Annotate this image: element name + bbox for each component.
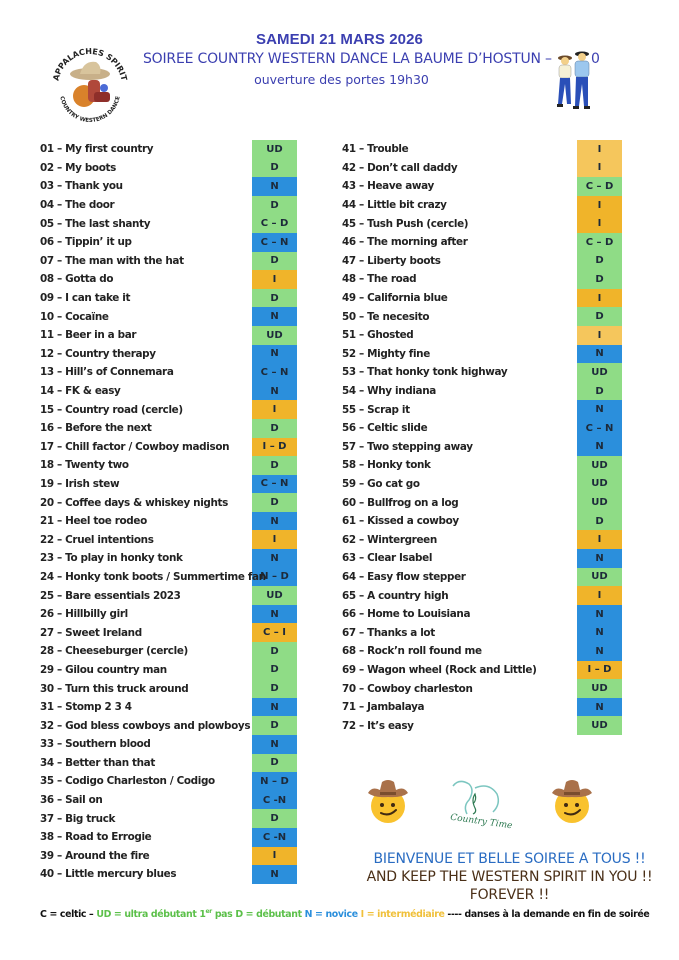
dance-name: 71 – Jambalaya [342, 701, 425, 714]
level-badge: N [252, 177, 297, 196]
legend-intermediaire: I = intermédiaire [360, 909, 445, 921]
dance-name: 14 – FK & easy [40, 385, 121, 398]
dance-name: 48 – The road [342, 273, 417, 286]
dance-name: 05 – The last shanty [40, 217, 151, 230]
dance-name: 53 – That honky tonk highway [342, 366, 508, 379]
dance-name: 09 – I can take it [40, 292, 131, 305]
dance-name: 47 – Liberty boots [342, 254, 441, 267]
dance-name: 07 – The man with the hat [40, 254, 184, 267]
legend-novice: N = novice [304, 909, 358, 921]
dance-name: 23 – To play in honky tonk [40, 552, 183, 565]
level-badge: UD [252, 140, 297, 159]
dance-row [40, 642, 297, 661]
level-badge: UD [577, 475, 622, 494]
level-badge: N – D [252, 772, 297, 791]
dance-name: 18 – Twenty two [40, 459, 129, 472]
dance-row [342, 623, 620, 642]
dance-row [40, 438, 297, 457]
dance-row [40, 345, 297, 364]
level-badge: UD [577, 493, 622, 512]
dance-name: 28 – Cheeseburger (cercle) [40, 645, 188, 658]
level-badge: D [252, 289, 297, 308]
dance-row [40, 716, 297, 735]
dance-row [40, 196, 297, 215]
level-badge: UD [577, 363, 622, 382]
level-badge: N [252, 698, 297, 717]
dance-name: 11 – Beer in a bar [40, 329, 137, 342]
level-badge: N [577, 549, 622, 568]
level-badge: N [577, 345, 622, 364]
event-title-tail: 0 [591, 51, 600, 67]
level-badge: D [577, 512, 622, 531]
dance-row [40, 586, 297, 605]
level-badge: I [252, 400, 297, 419]
dance-row [40, 363, 297, 382]
level-badge: N [252, 307, 297, 326]
dance-row [40, 270, 297, 289]
country-time-logo-text: Country Time [449, 812, 513, 832]
level-badge: UD [577, 456, 622, 475]
dance-row [342, 698, 620, 717]
dance-name: 12 – Country therapy [40, 347, 156, 360]
dance-row [342, 159, 620, 178]
level-badge: I – D [577, 661, 622, 680]
dance-name: 01 – My first country [40, 143, 154, 156]
forever-message: FOREVER !! [469, 887, 550, 903]
dance-row [40, 289, 297, 308]
level-badge: N – D [252, 568, 297, 587]
welcome-message: BIENVENUE ET BELLE SOIREE A TOUS !! [373, 851, 646, 867]
dance-name: 30 – Turn this truck around [40, 682, 189, 695]
dance-row [342, 252, 620, 271]
dance-row [40, 679, 297, 698]
level-badge: I [577, 326, 622, 345]
level-badge: I [577, 159, 622, 178]
dance-row [40, 549, 297, 568]
dance-name: 38 – Road to Errogie [40, 831, 152, 844]
level-badge: N [252, 382, 297, 401]
level-badge: D [577, 270, 622, 289]
dance-name: 27 – Sweet Ireland [40, 626, 142, 639]
legend-ud-sup: er [205, 908, 212, 915]
dance-name: 45 – Tush Push (cercle) [342, 217, 469, 230]
level-badge: I [577, 530, 622, 549]
dance-name: 58 – Honky tonk [342, 459, 431, 472]
dance-row [342, 493, 620, 512]
level-badge: I [577, 140, 622, 159]
level-badge: C – D [252, 214, 297, 233]
level-badge: N [577, 623, 622, 642]
dance-row [342, 400, 620, 419]
level-badge: N [577, 438, 622, 457]
dance-row [40, 698, 297, 717]
dance-row [342, 289, 620, 308]
level-badge: D [252, 196, 297, 215]
dance-name: 60 – Bullfrog on a log [342, 496, 459, 509]
dance-row [40, 177, 297, 196]
level-badge: D [252, 456, 297, 475]
legend-celtic: C = celtic – [40, 909, 94, 921]
dance-row [40, 140, 297, 159]
dance-row [40, 791, 297, 810]
dance-name: 57 – Two stepping away [342, 440, 473, 453]
dance-name: 35 – Codigo Charleston / Codigo [40, 775, 215, 788]
logo-bottom-text: COUNTRY WESTERN DANCE [58, 95, 122, 125]
legend-note: ---- danses à la demande en fin de soirée [447, 909, 650, 921]
dance-row [40, 400, 297, 419]
legend-ud-tail: pas [214, 909, 233, 921]
event-title [143, 51, 600, 67]
dance-row [40, 568, 297, 587]
dance-name: 02 – My boots [40, 161, 116, 174]
level-legend [40, 908, 649, 920]
cowboy-emoji-icon [546, 776, 598, 828]
dance-name: 66 – Home to Louisiana [342, 608, 471, 621]
dance-row [342, 679, 620, 698]
dance-name: 50 – Te necesito [342, 310, 430, 323]
dance-row [40, 828, 297, 847]
dance-name: 69 – Wagon wheel (Rock and Little) [342, 663, 537, 676]
dance-name: 63 – Clear Isabel [342, 552, 433, 565]
dance-name: 34 – Better than that [40, 756, 155, 769]
dance-row [40, 512, 297, 531]
dance-name: 21 – Heel toe rodeo [40, 515, 147, 528]
dance-name: 16 – Before the next [40, 422, 152, 435]
dance-name: 06 – Tippin’ it up [40, 236, 132, 249]
dance-name: 08 – Gotta do [40, 273, 114, 286]
dance-name: 43 – Heave away [342, 180, 434, 193]
level-badge: D [252, 493, 297, 512]
dance-list-right [342, 140, 620, 735]
level-badge: D [252, 716, 297, 735]
dance-name: 54 – Why indiana [342, 385, 436, 398]
dance-row [40, 252, 297, 271]
level-badge: I [577, 196, 622, 215]
dance-name: 17 – Chill factor / Cowboy madison [40, 440, 230, 453]
dance-row [342, 549, 620, 568]
dance-name: 72 – It’s easy [342, 719, 414, 732]
dance-name: 52 – Mighty fine [342, 347, 430, 360]
dance-row [342, 307, 620, 326]
dance-name: 46 – The morning after [342, 236, 468, 249]
dance-row [342, 512, 620, 531]
dance-row [342, 326, 620, 345]
dance-row [342, 196, 620, 215]
doors-open-time: ouverture des portes 19h30 [254, 72, 429, 87]
dance-name: 15 – Country road (cercle) [40, 403, 183, 416]
level-badge: N [577, 605, 622, 624]
level-badge: N [577, 642, 622, 661]
dance-name: 25 – Bare essentials 2023 [40, 589, 181, 602]
dance-row [40, 772, 297, 791]
dance-row [40, 623, 297, 642]
level-badge: N [252, 345, 297, 364]
dance-row [40, 605, 297, 624]
dance-row [342, 456, 620, 475]
level-badge: C – D [577, 233, 622, 252]
level-badge: N [577, 400, 622, 419]
level-badge: I – D [252, 438, 297, 457]
level-badge: C -N [252, 828, 297, 847]
level-badge: C -N [252, 791, 297, 810]
dance-row [342, 363, 620, 382]
level-badge: N [252, 549, 297, 568]
dance-row [342, 586, 620, 605]
dance-name: 59 – Go cat go [342, 477, 420, 490]
level-badge: N [252, 735, 297, 754]
dance-row [40, 159, 297, 178]
western-spirit-message: AND KEEP THE WESTERN SPIRIT IN YOU !! [366, 869, 653, 885]
dance-row [342, 270, 620, 289]
level-badge: D [252, 809, 297, 828]
level-badge: D [252, 754, 297, 773]
dance-row [342, 233, 620, 252]
level-badge: UD [252, 586, 297, 605]
cowboy-emoji-icon [362, 776, 414, 828]
line-dancers-icon [548, 48, 598, 112]
level-badge: D [252, 642, 297, 661]
dance-row [40, 661, 297, 680]
dance-name: 04 – The door [40, 199, 115, 212]
dance-row [40, 419, 297, 438]
dance-row [342, 642, 620, 661]
dance-row [40, 233, 297, 252]
dance-row [40, 493, 297, 512]
logo-top-text: APPALACHES SPIRIT [51, 46, 129, 82]
level-badge: D [577, 307, 622, 326]
dance-row [342, 475, 620, 494]
level-badge: N [252, 605, 297, 624]
level-badge: C – N [252, 363, 297, 382]
level-badge: C – I [252, 623, 297, 642]
dance-name: 49 – California blue [342, 292, 448, 305]
level-badge: N [252, 512, 297, 531]
level-badge: D [252, 679, 297, 698]
dance-name: 13 – Hill’s of Connemara [40, 366, 174, 379]
dance-row [40, 307, 297, 326]
dance-row [342, 661, 620, 680]
dance-row [342, 605, 620, 624]
dance-name: 24 – Honky tonk boots / Summertime fan [40, 570, 266, 583]
dance-name: 55 – Scrap it [342, 403, 410, 416]
dance-row [342, 177, 620, 196]
dance-row [40, 456, 297, 475]
level-badge: UD [577, 716, 622, 735]
dance-name: 32 – God bless cowboys and plowboys [40, 719, 251, 732]
dance-name: 31 – Stomp 2 3 4 [40, 701, 132, 714]
dance-row [40, 735, 297, 754]
level-badge: D [577, 382, 622, 401]
level-badge: C – N [252, 233, 297, 252]
dance-row [342, 438, 620, 457]
level-badge: C – D [577, 177, 622, 196]
legend-debutant: D = débutant [235, 909, 302, 921]
dance-name: 51 – Ghosted [342, 329, 414, 342]
dance-name: 22 – Cruel intentions [40, 533, 154, 546]
dance-name: 40 – Little mercury blues [40, 868, 177, 881]
dance-name: 37 – Big truck [40, 812, 116, 825]
level-badge: I [252, 847, 297, 866]
dance-name: 10 – Cocaïne [40, 310, 109, 323]
dance-list-left [40, 140, 297, 884]
dance-row [342, 382, 620, 401]
level-badge: D [252, 252, 297, 271]
dance-name: 19 – Irish stew [40, 477, 120, 490]
legend-ud-text: UD = ultra débutant 1 [96, 909, 206, 921]
dance-name: 29 – Gilou country man [40, 663, 167, 676]
dance-name: 61 – Kissed a cowboy [342, 515, 459, 528]
dance-name: 26 – Hillbilly girl [40, 608, 128, 621]
level-badge: I [252, 270, 297, 289]
level-badge: I [252, 530, 297, 549]
level-badge: I [577, 214, 622, 233]
dance-name: 67 – Thanks a lot [342, 626, 435, 639]
event-title-text: SOIREE COUNTRY WESTERN DANCE LA BAUME D’HOSTUN – [143, 51, 552, 67]
dance-name: 44 – Little bit crazy [342, 199, 447, 212]
level-badge: C – N [252, 475, 297, 494]
dance-name: 70 – Cowboy charleston [342, 682, 473, 695]
dance-row [40, 326, 297, 345]
dance-name: 68 – Rock’n roll found me [342, 645, 482, 658]
dance-name: 33 – Southern blood [40, 738, 151, 751]
dance-row [342, 419, 620, 438]
dance-row [342, 140, 620, 159]
dance-row [342, 568, 620, 587]
level-badge: UD [577, 679, 622, 698]
dance-row [40, 214, 297, 233]
dance-row [40, 475, 297, 494]
level-badge: I [577, 586, 622, 605]
dance-row [342, 345, 620, 364]
level-badge: UD [252, 326, 297, 345]
level-badge: I [577, 289, 622, 308]
dance-row [342, 530, 620, 549]
dance-name: 65 – A country high [342, 589, 449, 602]
dance-name: 56 – Celtic slide [342, 422, 428, 435]
dance-row [342, 716, 620, 735]
dance-name: 36 – Sail on [40, 794, 103, 807]
dance-name: 64 – Easy flow stepper [342, 570, 466, 583]
dance-row [40, 530, 297, 549]
legend-ultra-debutant [96, 909, 232, 920]
dance-name: 62 – Wintergreen [342, 533, 437, 546]
level-badge: D [252, 661, 297, 680]
dance-row [40, 865, 297, 884]
dance-row [40, 809, 297, 828]
level-badge: D [252, 159, 297, 178]
level-badge: UD [577, 568, 622, 587]
dance-name: 42 – Don’t call daddy [342, 161, 458, 174]
level-badge: C – N [577, 419, 622, 438]
dance-name: 39 – Around the fire [40, 849, 150, 862]
dance-row [342, 214, 620, 233]
level-badge: N [252, 865, 297, 884]
level-badge: N [577, 698, 622, 717]
level-badge: D [252, 419, 297, 438]
event-date: SAMEDI 21 MARS 2026 [256, 31, 423, 48]
dance-row [40, 847, 297, 866]
dance-name: 20 – Coffee days & whiskey nights [40, 496, 228, 509]
dance-row [40, 382, 297, 401]
level-badge: D [577, 252, 622, 271]
dance-row [40, 754, 297, 773]
dance-name: 41 – Trouble [342, 143, 409, 156]
dance-name: 03 – Thank you [40, 180, 123, 193]
